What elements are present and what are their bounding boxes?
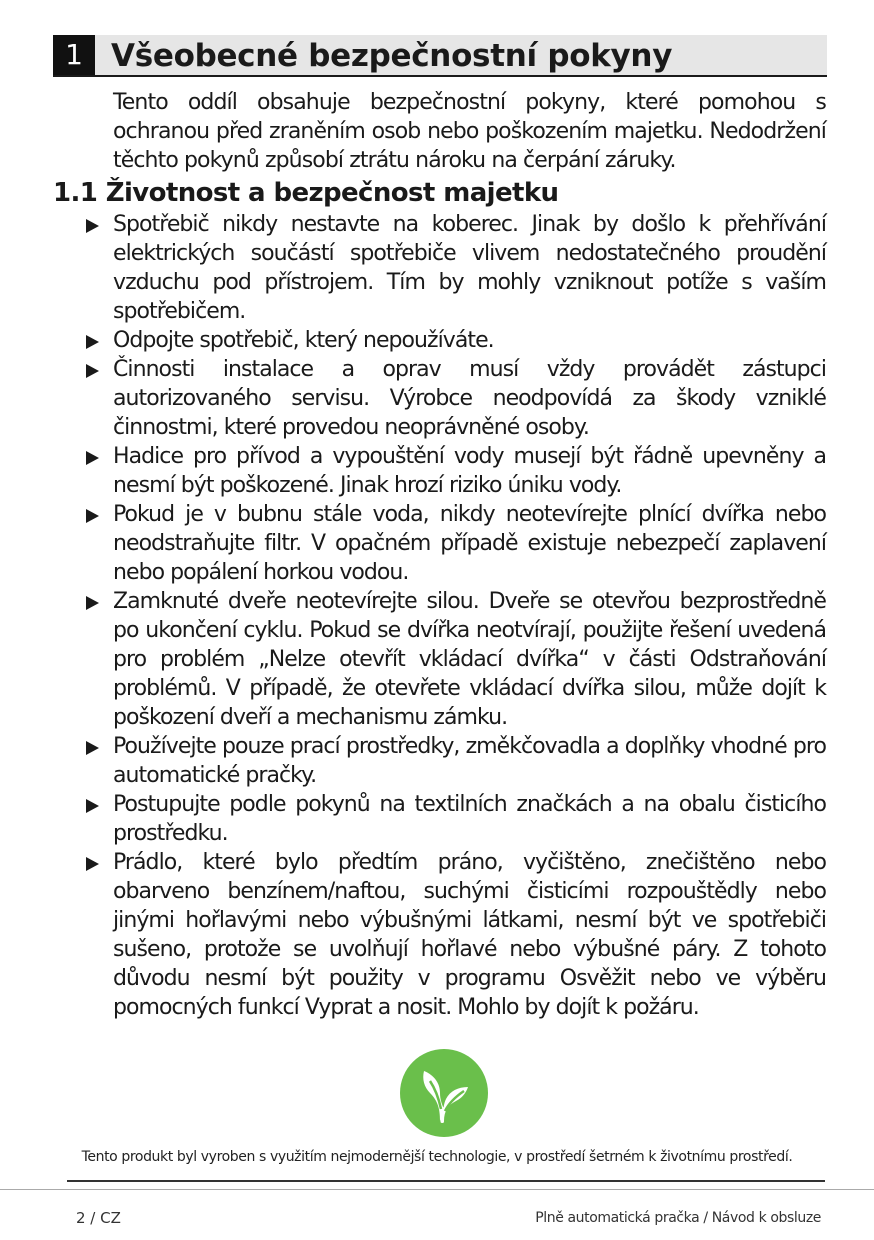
list-item-text: Pokud je v bubnu stále voda, nikdy neotevírejte plnící dvířka nebo neodstraňujte filtr. V opačném případě existuje nebezpečí zaplavení nebo popálení horkou vodou. [113, 502, 826, 585]
triangle-bullet-icon [86, 596, 99, 610]
list-item [84, 442, 826, 500]
list-item [84, 326, 826, 355]
chapter-number: 1 [53, 35, 95, 75]
list-item [84, 848, 826, 1022]
triangle-bullet-icon [86, 364, 99, 378]
eco-statement: Tento produkt byl vyroben s využitím nejmodernější technologie, v prostředí šetrném k životnímu prostředí. [81, 1149, 793, 1165]
list-item [84, 790, 826, 848]
section-title: 1.1 Životnost a bezpečnost majetku [53, 178, 559, 208]
list-item-text: Prádlo, které bylo předtím práno, vyčištěno, znečištěno nebo obarveno benzínem/naftou, suchými čisticími rozpouštědly nebo jinými hořlavými nebo výbušnými látkami, nesmí být ve spotřebiči sušeno, protože se uvolňují hořlavé nebo výbušné páry. Z tohoto důvodu nesmí být použity v programu Osvěžit nebo ve výběru pomocných funkcí Vyprat a nosit. Mohlo by dojít k požáru. [113, 850, 826, 1020]
triangle-bullet-icon [86, 219, 99, 233]
intro-paragraph: Tento oddíl obsahuje bezpečnostní pokyny, které pomohou s ochranou před zraněním osob nebo poškozením majetku. Nedodržení těchto pokynů způsobí ztrátu nároku na čerpání záruky. [113, 90, 826, 173]
page-number: 2 / CZ [76, 1209, 121, 1227]
triangle-bullet-icon [86, 509, 99, 523]
safety-list [84, 210, 826, 1022]
list-item-text: Spotřebič nikdy nestavte na koberec. Jinak by došlo k přehřívání elektrických součástí spotřebiče vlivem nedostatečného proudění vzduchu pod přístrojem. Tím by mohly vzniknout potíže s vaším spotřebičem. [113, 212, 826, 324]
triangle-bullet-icon [86, 799, 99, 813]
list-item-text: Zamknuté dveře neotevírejte silou. Dveře se otevřou bezprostředně po ukončení cyklu. Pokud se dvířka neotvírají, použijte řešení uvedená pro problém „Nelze otevřít vkládací dvířka“ v části Odstraňování problémů. V případě, že otevřete vkládací dvířka silou, může dojít k poškození dveří a mechanismu zámku. [113, 589, 826, 730]
list-item [84, 355, 826, 442]
triangle-bullet-icon [86, 857, 99, 871]
list-item [84, 210, 826, 326]
list-item-text: Hadice pro přívod a vypouštění vody musejí být řádně upevněny a nesmí být poškozené. Jinak hrozí riziko úniku vody. [113, 444, 826, 498]
divider [67, 1180, 825, 1182]
footer-title: Plně automatická pračka / Návod k obsluze [535, 1210, 821, 1226]
triangle-bullet-icon [86, 741, 99, 755]
list-item [84, 587, 826, 732]
list-item-text: Používejte pouze prací prostředky, změkčovadla a doplňky vhodné pro automatické pračky. [113, 734, 826, 788]
footer-divider [0, 1189, 874, 1190]
list-item [84, 500, 826, 587]
leaf-icon [400, 1049, 488, 1137]
triangle-bullet-icon [86, 335, 99, 349]
list-item-text: Odpojte spotřebič, který nepoužíváte. [113, 328, 494, 353]
triangle-bullet-icon [86, 451, 99, 465]
list-item-text: Činnosti instalace a oprav musí vždy provádět zástupci autorizovaného servisu. Výrobce neodpovídá za škody vzniklé činnostmi, které provedou neoprávněné osoby. [113, 357, 826, 440]
list-item-text: Postupujte podle pokynů na textilních značkách a na obalu čisticího prostředku. [113, 792, 826, 846]
list-item [84, 732, 826, 790]
chapter-header [53, 35, 827, 77]
chapter-title: Všeobecné bezpečnostní pokyny [111, 38, 673, 74]
